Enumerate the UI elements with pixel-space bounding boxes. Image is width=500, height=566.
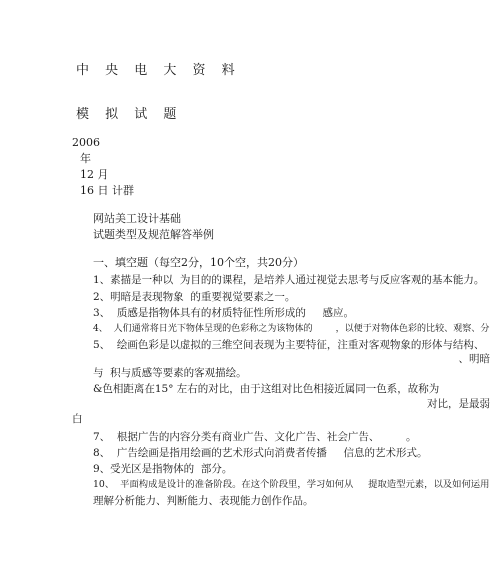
date-year: 2006 xyxy=(72,136,100,149)
question-item: 3、 质感是指物体具有的材质特征性所形成的 感应。 xyxy=(93,307,355,319)
question-item-continuation: 白 xyxy=(72,413,83,425)
question-item: 2、明暗是表现物象 的重要视觉要素之一。 xyxy=(93,291,296,303)
question-item: 9、受光区是指物体的 部分。 xyxy=(93,463,233,475)
date-day: 16 日 计群 xyxy=(80,184,134,197)
section-heading: 一、填空题（每空2分，10个空，共20分） xyxy=(93,256,304,269)
question-item: 8、 广告绘画是指用绘画的艺术形式向消费者传播 信息的艺术形式。 xyxy=(93,447,428,459)
question-item: 5、 绘画色彩是以虚拟的三维空间表现为主要特征，注重对客观物象的形体与结构、 xyxy=(93,339,485,351)
doc-title: 中 央 电 大 资 料 xyxy=(76,63,241,78)
question-item-continuation: 对比，是最弱 xyxy=(427,398,490,410)
course-name: 网站美工设计基础 xyxy=(93,212,181,225)
course-desc: 试题类型及规范解答举例 xyxy=(93,228,214,241)
doc-subtitle: 模 拟 试 题 xyxy=(76,107,183,122)
question-item: &色相距离在15° 左右的对比，由于这组对比色相接近属同一色系，故称为 xyxy=(93,383,440,395)
question-item-continuation: 与 积与质感等要素的客观描绘。 xyxy=(93,367,247,379)
question-item-continuation: 、明暗 xyxy=(458,353,490,365)
question-item: 4、 人们通常将日光下物体呈现的色彩称之为该物体的 ，以便于对物体色彩的比较、观察、分 xyxy=(93,324,490,334)
question-item: 10、 平面构成是设计的准备阶段。在这个阶段里，学习如何从 提取造型元素，以及如何运用 xyxy=(93,479,490,490)
date-month: 12 月 xyxy=(80,168,109,181)
question-item: 7、 根据广告的内容分类有商业广告、文化广告、社会广告、 。 xyxy=(93,431,417,443)
date-year-unit: 年 xyxy=(80,152,91,165)
question-item-continuation: 理解分析能力、判断能力、表现能力创作作品。 xyxy=(93,495,314,507)
question-item: 1、素描是一种以 为目的的课程，是培养人通过视觉去思考与反应客观的基本能力。 xyxy=(93,274,485,286)
